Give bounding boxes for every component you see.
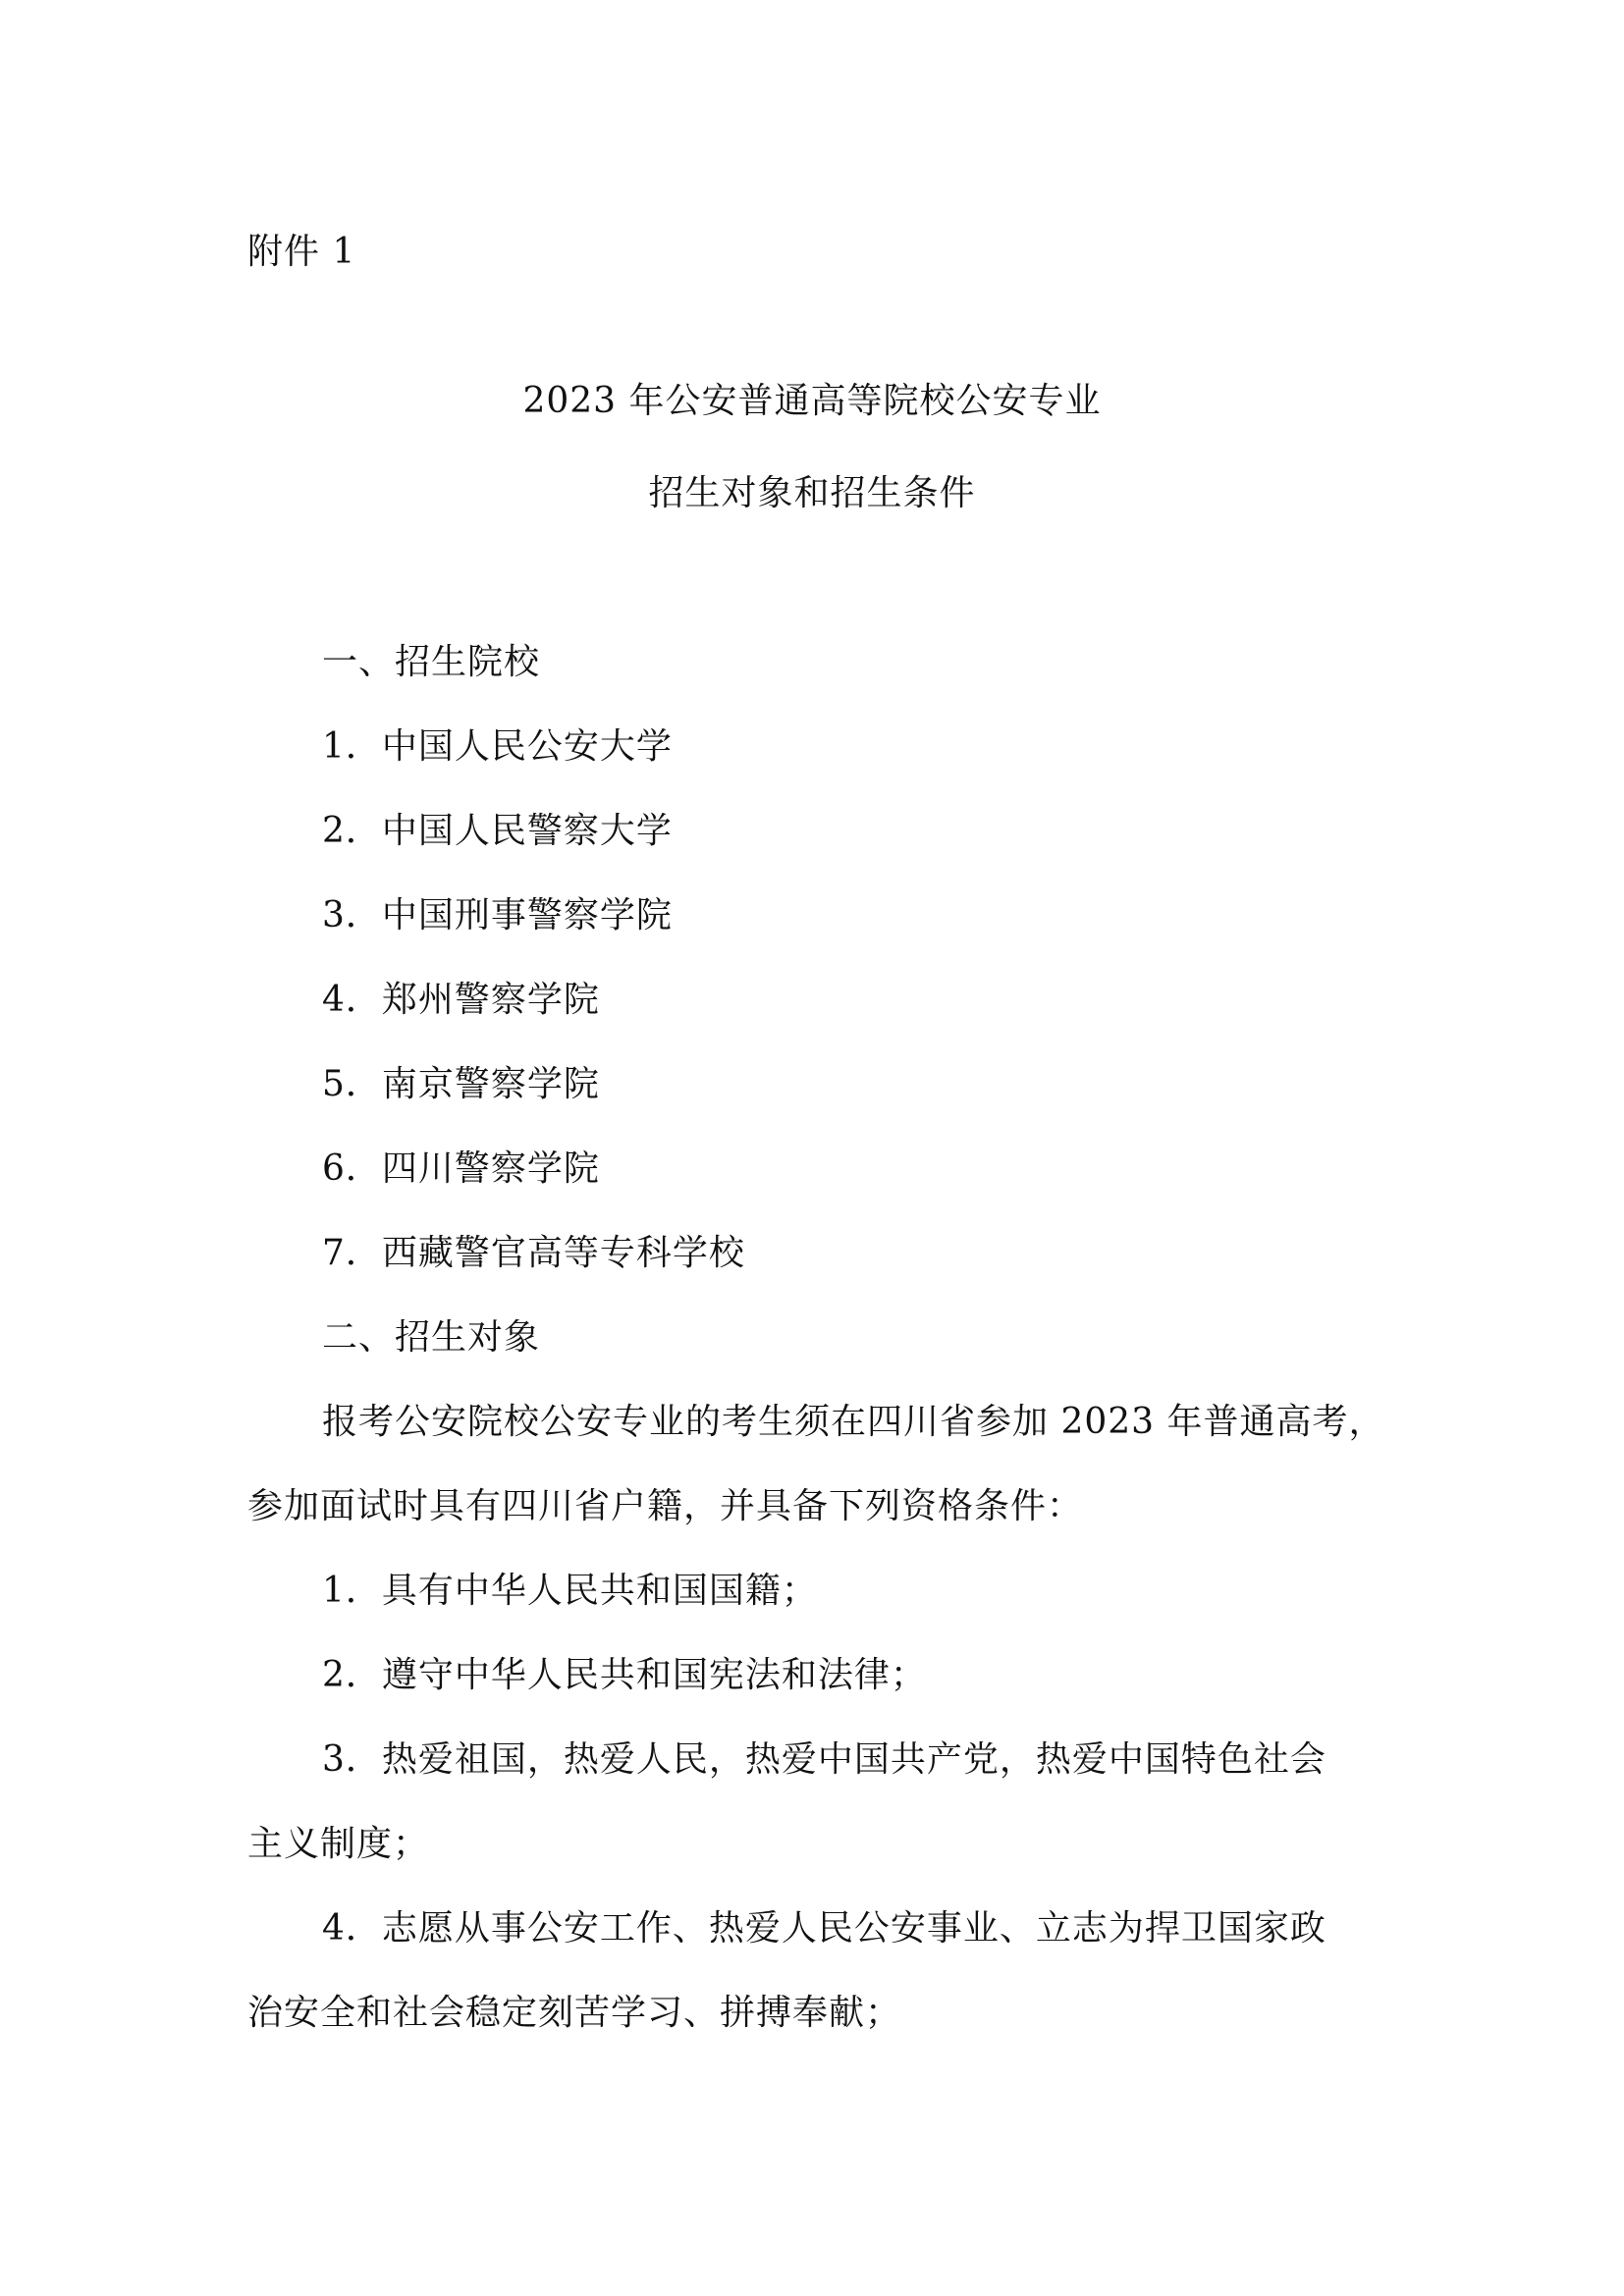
school-item: 2．中国人民警察大学: [322, 811, 673, 851]
condition-item-3-line-2: 主义制度；: [247, 1824, 430, 1864]
school-item: 3．中国刑事警察学院: [322, 895, 673, 935]
condition-item-1: 1．具有中华人民共和国国籍；: [322, 1571, 818, 1611]
condition-item-4-line-2: 治安全和社会稳定刻苦学习、拼搏奉献；: [247, 1993, 902, 2033]
condition-item-4-line-1: 4．志愿从事公安工作、热爱人民公安事业、立志为捍卫国家政: [322, 1908, 1326, 1949]
condition-item-3-line-1: 3．热爱祖国，热爱人民，热爱中国共产党，热爱中国特色社会: [322, 1739, 1326, 1780]
school-item: 7．西藏警官高等专科学校: [322, 1233, 745, 1273]
intro-paragraph-line-2: 参加面试时具有四川省户籍，并具备下列资格条件：: [247, 1486, 1084, 1526]
document-title-line-2: 招生对象和招生条件: [648, 473, 976, 513]
school-item: 1．中国人民公安大学: [322, 726, 673, 767]
section-heading-schools: 一、招生院校: [322, 642, 541, 682]
document-title-line-1: 2023 年公安普通高等院校公安专业: [522, 381, 1102, 421]
school-item: 6．四川警察学院: [322, 1148, 600, 1189]
section-heading-applicants: 二、招生对象: [322, 1317, 541, 1358]
condition-item-2: 2．遵守中华人民共和国宪法和法律；: [322, 1655, 927, 1695]
attachment-label: 附件 1: [247, 232, 356, 272]
school-item: 5．南京警察学院: [322, 1064, 600, 1104]
intro-paragraph-line-1: 报考公安院校公安专业的考生须在四川省参加 2023 年普通高考，: [322, 1402, 1385, 1442]
school-item: 4．郑州警察学院: [322, 980, 600, 1020]
